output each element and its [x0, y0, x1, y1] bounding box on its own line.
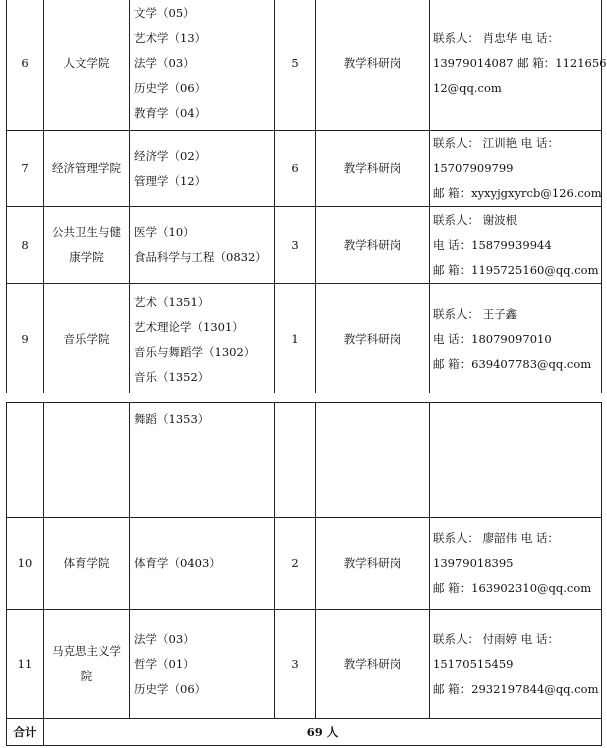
college-name: 马克思主义学 — [52, 644, 121, 658]
major-item: 体育学（0403） — [134, 556, 221, 570]
cell-no: 11 — [7, 610, 44, 719]
major-item: 食品科学与工程（0832） — [134, 250, 267, 264]
cell-post: 教学科研岗 — [316, 131, 430, 207]
cell-post: 教学科研岗 — [316, 610, 430, 719]
contact-line: 联系人： 廖韶伟 电 话： — [433, 531, 559, 545]
table-row-continuation — [7, 403, 602, 518]
cell-contact — [430, 131, 602, 207]
cell-post: 教学科研岗 — [316, 0, 430, 131]
contact-line: 电 话：18079097010 — [433, 332, 552, 346]
major-item: 音乐（1352） — [134, 369, 210, 384]
cell-no: 8 — [7, 207, 44, 284]
cell-count: 6 — [275, 131, 316, 207]
total-row — [7, 719, 602, 746]
total-label: 合计 — [7, 719, 44, 746]
cell-college — [44, 284, 130, 396]
cell-count — [275, 403, 316, 518]
contact-line: 联系人： 江训艳 电 话： — [433, 136, 559, 150]
cell-college — [44, 0, 130, 131]
cell-contact — [430, 610, 602, 719]
cell-contact — [430, 207, 602, 284]
contact-line: 联系人： 肖忠华 电 话： — [433, 31, 559, 45]
college-name: 康学院 — [69, 250, 104, 264]
cell-no — [7, 403, 44, 518]
major-item: 经济学（02） — [134, 148, 207, 163]
cell-majors — [130, 518, 275, 610]
cell-majors — [130, 131, 275, 207]
contact-line: 联系人： 谢波根 — [433, 212, 518, 227]
contact-line: 邮 箱：2932197844@qq.com — [433, 681, 599, 696]
college-name: 体育学院 — [63, 556, 110, 570]
cell-post: 教学科研岗 — [316, 207, 430, 284]
cell-no: 7 — [7, 131, 44, 207]
college-name: 经济管理学院 — [52, 161, 121, 175]
cell-college — [44, 131, 130, 207]
major-item: 艺术学（13） — [134, 31, 207, 45]
contact-line: 13979018395 — [433, 556, 514, 570]
cell-majors — [130, 284, 275, 396]
contact-line: 邮 箱：1195725160@qq.com — [433, 262, 599, 277]
college-name: 院 — [80, 669, 93, 683]
college-name: 人文学院 — [63, 56, 110, 70]
contact-line: 15707909799 — [433, 161, 514, 175]
page-break — [0, 393, 607, 402]
college-name: 音乐学院 — [63, 332, 110, 346]
contact-line: 联系人： 王子鑫 — [433, 307, 518, 321]
major-item: 哲学（01） — [134, 656, 195, 671]
contact-line: 邮 箱：xyxyjgxyrcb@126.com — [433, 186, 602, 200]
contact-line: 12@qq.com — [433, 81, 502, 95]
major-item: 法学（03） — [134, 631, 195, 646]
recruitment-table-bottom — [6, 402, 602, 746]
cell-contact — [430, 518, 602, 610]
major-item: 法学（03） — [134, 56, 195, 70]
cell-college — [44, 207, 130, 284]
cell-count: 3 — [275, 610, 316, 719]
major-item: 教育学（04） — [134, 106, 207, 120]
cell-post — [316, 403, 430, 518]
cell-post: 教学科研岗 — [316, 518, 430, 610]
total-value: 69 人 — [44, 719, 602, 746]
contact-line: 联系人： 付雨婷 电 话： — [433, 631, 559, 646]
contact-line: 电 话：15879939944 — [433, 237, 552, 252]
table-row — [7, 131, 602, 207]
table-row — [7, 207, 602, 284]
cell-majors — [130, 0, 275, 131]
cell-college — [44, 403, 130, 518]
cell-college — [44, 610, 130, 719]
cell-college — [44, 518, 130, 610]
table-row — [7, 610, 602, 719]
cell-majors — [130, 207, 275, 284]
major-item: 历史学（06） — [134, 681, 207, 696]
contact-line: 邮 箱：163902310@qq.com — [433, 581, 592, 595]
contact-line: 邮 箱：639407783@qq.com — [433, 357, 592, 371]
cell-post: 教学科研岗 — [316, 284, 430, 396]
cell-count: 1 — [275, 284, 316, 396]
table-row — [7, 518, 602, 610]
cell-count: 2 — [275, 518, 316, 610]
major-item: 艺术（1351） — [134, 294, 210, 309]
cell-no: 6 — [7, 0, 44, 131]
cell-contact — [430, 403, 602, 518]
major-item: 音乐与舞蹈学（1302） — [134, 344, 256, 359]
college-name: 公共卫生与健 — [52, 225, 121, 239]
cell-no: 9 — [7, 284, 44, 396]
cell-contact — [430, 284, 602, 396]
major-item: 艺术理论学（1301） — [134, 319, 244, 334]
major-item: 医学（10） — [134, 225, 195, 239]
major-item: 管理学（12） — [134, 173, 207, 188]
contact-line: 13979014087 邮 箱：1121656 — [433, 56, 607, 70]
cell-count: 3 — [275, 207, 316, 284]
recruitment-table-top — [6, 0, 607, 396]
major-item: 舞蹈（1353） — [134, 412, 210, 426]
cell-contact — [430, 0, 607, 131]
cell-majors — [130, 403, 275, 518]
major-item: 文学（05） — [134, 6, 195, 20]
table-row — [7, 0, 602, 131]
cell-no: 10 — [7, 518, 44, 610]
contact-line: 15170515459 — [433, 656, 514, 671]
cell-count: 5 — [275, 0, 316, 131]
cell-majors — [130, 610, 275, 719]
major-item: 历史学（06） — [134, 81, 207, 95]
table-row — [7, 284, 602, 396]
